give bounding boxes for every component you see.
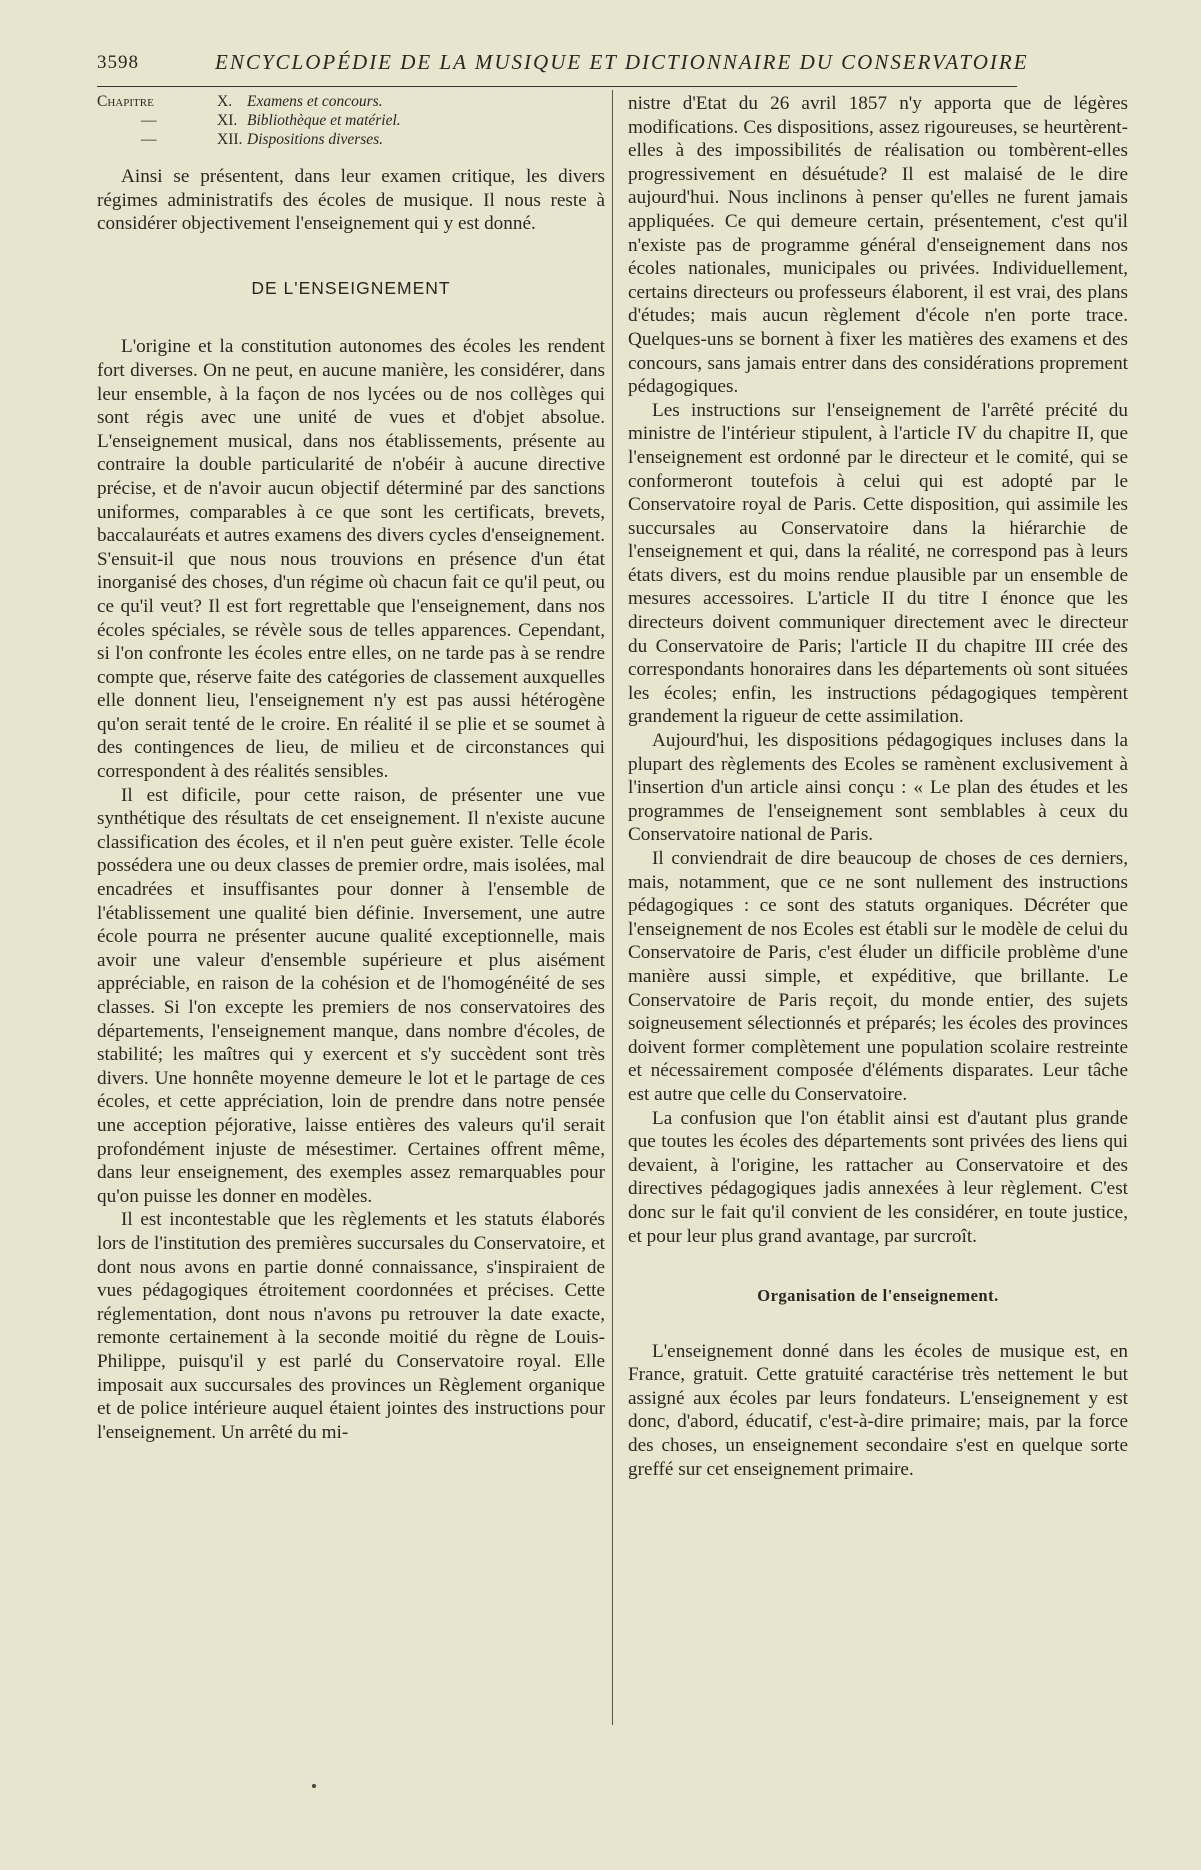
subsection-heading: Organisation de l'enseignement.	[757, 1286, 999, 1306]
chapter-title: Bibliothèque et matériel.	[247, 112, 401, 129]
body-paragraph: La confusion que l'on établit ainsi est d'autant plus grande que toutes les écoles des départements sont privées des liens qui devaient, à l'origine, les rattacher au Conservatoire et des directives pédagogiques jadis annexées à leur règlement. C'est donc sur le fait qu'il convient de les considérer, en toute justice, et pour leur plus grand avantage, par surcroît.	[628, 1107, 1128, 1247]
chapter-number: XII.	[217, 131, 243, 148]
chapter-list-item	[97, 111, 605, 130]
chapter-title: Examens et concours.	[247, 93, 383, 110]
body-paragraph: Il conviendrait de dire beaucoup de choses de ces derniers, mais, notamment, que ce ne sont nullement des instructions pédagogiques : ce sont des statuts organiques. Décréter que l'enseignement de nos Ecoles est établi sur le modèle de celui du Conservatoire de Paris, c'est éluder un difficile problème d'une manière aussi simple, et expéditive, que brillante. Le Conservatoire de Paris reçoit, du monde entier, des sujets soigneusement sélectionnés et préparés; les écoles des provinces doivent former complètement une population scolaire restreinte et nécessairement composée d'éléments disparates. Leur tâche est autre que celle du Conservatoire.	[628, 848, 1128, 1105]
chapter-number: XI.	[217, 112, 238, 129]
left-column	[97, 92, 605, 1722]
chapter-list-item	[97, 130, 605, 149]
column-divider	[612, 90, 613, 1725]
chapter-label: Chapitre	[97, 93, 154, 110]
chapter-label: —	[141, 131, 157, 148]
right-column	[628, 92, 1128, 1722]
intro-paragraph: Ainsi se présentent, dans leur examen critique, les divers régimes administratifs des écoles de musique. Il nous reste à considérer objectivement l'enseignement qui y est donné.	[97, 166, 605, 235]
body-paragraph: Il est incontestable que les règlements et les statuts élaborés lors de l'institution des premières succursales du Conservatoire, et dont nous avons en partie donné connaissance, s'inspiraient de vues pédagogiques étroitement coordonnées et précises. Cette réglementation, dont nous n'avons pu retrouver la date exacte, remonte certainement à la seconde moitié du règne de Louis-Philippe, puisqu'il y est parlé du Conservatoire royal. Elle imposait aux succursales des provinces un Règlement organique et de police intérieure auquel étaient jointes des instructions pour l'enseignement. Un arrêté du mi-	[97, 1209, 605, 1443]
body-paragraph: Les instructions sur l'enseignement de l'arrêté précité du ministre de l'intérieur stipulent, à l'article IV du chapitre II, que l'enseignement est ordonné par le directeur et le comité, qui se conformeront toutefois à celui qui est adopté par le Conservatoire royal de Paris. Cette disposition, qui assimile les succursales au Conservatoire dans la hiérarchie de l'enseignement et qui, dans la réalité, ne correspond pas à leurs états divers, est du moins rendue plausible par un ensemble de mesures accessoires. L'article II du titre I énonce que les directeurs doivent communiquer directement avec le directeur du Conservatoire de Paris; l'article II du chapitre III crée des correspondants honoraires dans les départements où sont situées les écoles; enfin, les instructions pédagogiques tempèrent grandement la rigueur de cette assimilation.	[628, 399, 1128, 728]
body-paragraph: Il est dificile, pour cette raison, de présenter une vue synthétique des résultats de cet enseignement. Il n'existe aucune classification des écoles, et il n'en peut guère exister. Telle école possédera une ou deux classes de premier ordre, mais isolées, mal encadrées et insuffisantes pour donner à l'ensemble de l'établissement une qualité bien définie. Inversement, une autre école pourra ne présenter aucune qualité exceptionnelle, mais avoir une valeur d'ensemble supérieure et plus aisément appréciable, en raison de la cohésion et de l'homogénéité de ses classes. Si l'on excepte les premiers de nos conservatoires des départements, l'enseignement manque, dans nombre d'écoles, de stabilité; les maîtres qui y exercent et s'y succèdent sont très divers. Une honnête moyenne demeure le lot et le partage de ces écoles, et cette appréciation, loin de prendre dans notre pensée une acception péjorative, laisse entières des valeurs qu'il serait profondément injuste de mésestimer. Certaines offrent même, dans leur enseignement, des exemples assez remarquables pour qu'on puisse les donner en modèles.	[97, 784, 605, 1207]
chapter-list	[97, 92, 605, 149]
chapter-list-item	[97, 92, 605, 111]
section-heading: DE L'ENSEIGNEMENT	[251, 277, 451, 298]
footer-mark	[312, 1784, 316, 1788]
body-paragraph: Aujourd'hui, les dispositions pédagogiques incluses dans la plupart des règlements des Ecoles se ramènent exclusivement à l'insertion d'un article ainsi conçu : « Le plan des études et les programmes de l'enseignement sont semblables à ceux du Conservatoire national de Paris.	[628, 730, 1128, 846]
chapter-title: Dispositions diverses.	[247, 131, 384, 148]
page-header	[97, 46, 1029, 87]
chapter-label: —	[141, 112, 157, 129]
body-paragraph: nistre d'Etat du 26 avril 1857 n'y apporta que de légères modifications. Ces dispositions, assez rigoureuses, se heurtèrent-elles à des impossibilités de réalisation ou tombèrent-elles progressivement en désuétude? Il est malaisé de le dire aujourd'hui. Nous inclinons à penser qu'elles ne furent jamais appliquées. Ce qui demeure certain, présentement, c'est qu'il n'existe pas de programme général d'enseignement dans nos écoles nationales, municipales ou privées. Individuellement, certains directeurs ou professeurs élaborent, il est vrai, des plans d'études; mais aucun règlement d'école n'en porte trace. Quelques-uns se bornent à fixer les matières des examens et des concours, sans jamais entrer dans des considérations proprement pédagogiques.	[628, 93, 1128, 398]
body-paragraph: L'enseignement donné dans les écoles de musique est, en France, gratuit. Cette gratuité caractérise très nettement le but assigné aux écoles par leurs fondateurs. L'enseignement y est donc, d'abord, éducatif, c'est-à-dire primaire; mais, par la force des choses, un enseignement secondaire s'est en quelque sorte greffé sur cet enseignement primaire.	[628, 1340, 1128, 1480]
chapter-number: X.	[217, 93, 233, 110]
running-title: ENCYCLOPÉDIE DE LA MUSIQUE ET DICTIONNAIRE DU CONSERVATOIRE	[215, 50, 1029, 74]
page-number: 3598	[97, 52, 139, 73]
body-paragraph: L'origine et la constitution autonomes des écoles les rendent fort diverses. On ne peut, en aucune manière, les considérer, dans leur ensemble, à la façon de nos lycées ou de nos collèges qui sont régis avec une unité de vues et d'objet absolue. L'enseignement musical, dans nos établissements, présente au contraire la double particularité de n'obéir à aucune directive précise, et de n'avoir aucun objectif déterminé par des sanctions uniformes, comparables à ce que sont les certificats, brevets, baccalauréats et autres examens des divers cycles d'enseignement. S'ensuit-il que nous nous trouvions en présence d'un état inorganisé des choses, d'un régime où chacun fait ce qu'il peut, ou ce qu'il veut? Il est fort regrettable que l'enseignement, dans nos écoles spéciales, se révèle sous de telles apparences. Cependant, si l'on confronte les écoles entre elles, on ne tarde pas à se rendre compte que, réserve faite des catégories de classement auxquelles elle donnent lieu, l'enseignement n'y est pas aussi hétérogène qu'on serait tenté de le croire. En réalité il se plie et se soumet à des contingences de lieu, de milieu et de circonstances qui correspondent à des réalités sensibles.	[97, 336, 605, 783]
